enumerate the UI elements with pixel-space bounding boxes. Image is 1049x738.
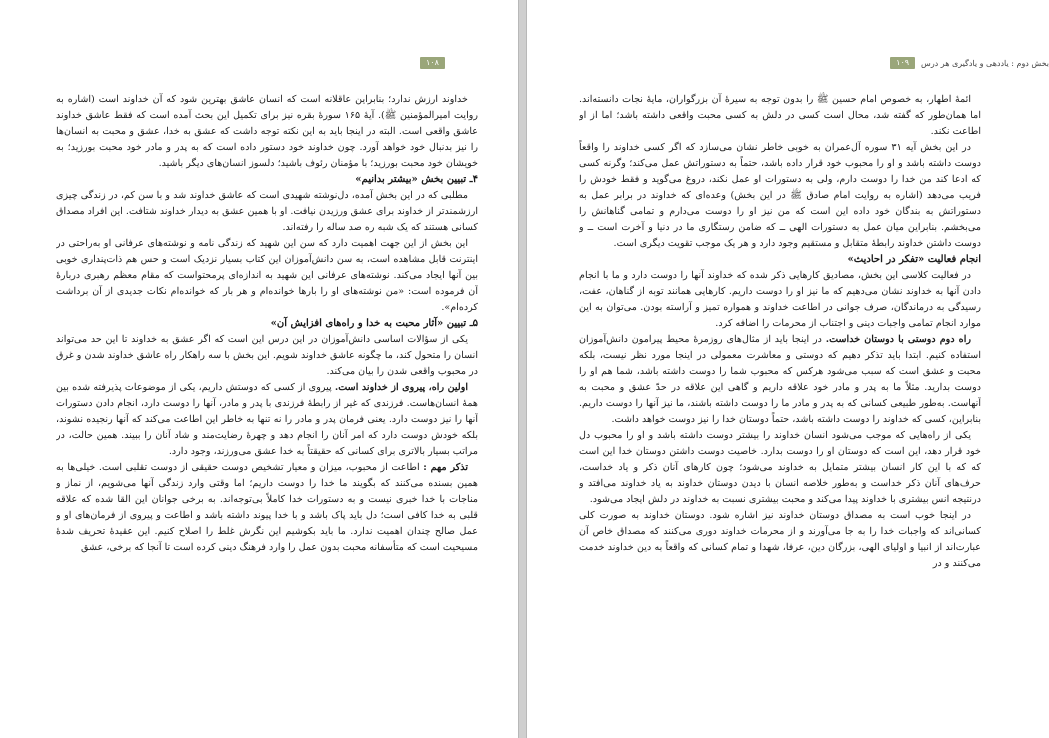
running-title: بخش دوم : یاددهی و یادگیری هر درس: [921, 58, 1049, 68]
paragraph-text: ۵ـ تبیین «آثار محبت به خدا و راه‌های افزایش آن»: [270, 318, 478, 329]
left-page-body: [56, 92, 478, 678]
paragraph-text: اطاعت از محبوب، میزان و معیار تشخیص دوست حقیقی از دوست تقلبی است. خیلی‌ها به همین بسنده می‌کنند که بگویند ما خدا را دوست داریم؛ اما وقتی وارد زندگی آنها می‌شویم، از نماز و مناجات با خدا خبری نیست و به دستورات خدا کاملاً بی‌توجه‌اند. به برخی جوانان این القا شده که علاقه قلبی به خدا کافی است؛ دل باید پاک باشد و با خدا پیوند داشته باشد و اطاعت و پیروی از فرمان‌های او و عمل صالح چندان اهمیت ندارد. ما باید بکوشیم این نگرش غلط را اصلاح کنیم. این عقیدهٔ تحریف شدهٔ مسیحیت است که متأسفانه محبت بدون عمل را وارد فرهنگ دینی کرده است تا آنجا که برخی، عشق: [56, 462, 478, 553]
section-heading: [56, 316, 478, 332]
right-page-header: [595, 56, 1049, 70]
right-page-body: [579, 92, 981, 678]
paragraph: [56, 332, 478, 380]
book-gutter: [519, 0, 526, 738]
paragraph: [56, 380, 478, 460]
paragraph: [579, 92, 981, 140]
paragraph-text: در این بخش آیه ۳۱ سوره آل‌عمران به خوبی خاطر نشان می‌سازد که اگر کسی خداوند را واقعاً دوست داشته باشد و او را محبوب خود قرار داده باشد، حتماً به دستوراتش عمل می‌کند؛ وگرنه کسی که ادعا کند من خدا را دوست دارم، ولی به دستورات او عمل نکند، دروغ می‌گوید و فقط خودش را فریب می‌دهد (اشاره به روایت امام صادق ﷺ در این بخش) وعده‌ای که خداوند در برابر عمل به دستوراتش به بندگان خود داده این است که من نیز او را دوست می‌دارم و تمامی گناهانش را می‌بخشم. بنابراین میان عمل به دستورات الهی ــ که ضامن رستگاری ما در دنیا و آخرت است ــ و دوست داشتن خداوند رابطهٔ متقابل و مستقیم وجود دارد و هر یک موجب تقویت دیگری است.: [579, 142, 981, 249]
paragraph-text: مطلبی که در این بخش آمده، دل‌نوشته شهیدی است که عاشق خداوند شد و با سن کم، در زندگی چیزی ارزشمندتر از خداوند برای عشق ورزیدن نیافت. او با همین عشق به دیدار خداوند شتافت. این افراد مصداق کسانی هستند که یک شبه ره صد ساله را رفته‌اند.: [56, 190, 478, 233]
paragraph-text: خداوند ارزش ندارد؛ بنابراین عاقلانه است که انسان عاشق بهترین شود که آن خداوند است (اشاره به روایت امیرالمؤمنین ﷺ). آیهٔ ۱۶۵ سورهٔ بقره نیز برای تکمیل این بحث آمده است که فقط عاشق خداوند عاشق واقعی است. البته در اینجا باید به این نکته توجه داشت که عشق به خدا، عشق و محبت به انسان‌ها را نیز بدنبال خود خواهد آورد. چون خداوند خود دستور داده است که به پدر و مادر خود محبت بورزید؛ به خویشان خود محبت بورزید؛ با مؤمنان رئوف باشید؛ دلسوز انسان‌های دیگر باشید.: [56, 94, 478, 169]
paragraph: [579, 268, 981, 332]
paragraph: [56, 188, 478, 236]
paragraph: [56, 460, 478, 556]
paragraph: [579, 332, 981, 428]
left-page-header: [420, 56, 445, 70]
paragraph-text: ائمهٔ اطهار، به خصوص امام حسین ﷺ را بدون توجه به سیرهٔ آن بزرگواران، مایهٔ نجات دانسته‌اند. اما همان‌طور که گفته شد، محال است کسی در دلش به کسی محبت واقعی داشته باشد؛ اما از او اطاعت نکند.: [579, 94, 981, 137]
right-page-number: ۱۰۹: [890, 57, 915, 69]
paragraph: [56, 236, 478, 316]
paragraph: [579, 140, 981, 252]
paragraph-lead: راه دوم دوستی با دوستان خداست.: [825, 334, 971, 345]
left-page: [0, 0, 519, 738]
paragraph: [56, 92, 478, 172]
right-page: [526, 0, 1049, 738]
paragraph-text: انجام فعالیت «تفکر در احادیث»: [847, 254, 981, 265]
paragraph-text: در اینجا خوب است به مصداق دوستان خداوند نیز اشاره شود. دوستان خداوند به صورت کلی کسانی‌اند که واجبات خدا را به جا می‌آورند و از محرمات خداوند دوری می‌کنند که مصداق خاص آن عبارت‌اند از انبیا و اولیای الهی، بزرگان دین، عرفا، شهدا و تمام کسانی که واقعاً به دین خداوند خدمت می‌کنند و در: [579, 510, 981, 569]
left-page-number: ۱۰۸: [420, 57, 445, 69]
paragraph-text: در فعالیت کلاسی این بخش، مصادیق کارهایی ذکر شده که خداوند آنها را دوست دارد و ما با انجام دادن آنها به خداوند نشان می‌دهیم که ما نیز او را دوست داریم. کارهایی همانند توبه از گناهان، عفت، رسیدگی به درماندگان، صرف جوانی در اطاعت خداوند و همواره تمیز و آراسته بودن. می‌توان به این موارد انجام تمامی واجبات دینی و اجتناب از محرمات را اضافه کرد.: [579, 270, 981, 329]
paragraph: [579, 508, 981, 572]
paragraph-text: ۴ـ تبیین بخش «بیشتر بدانیم»: [355, 174, 478, 185]
section-heading: [56, 172, 478, 188]
paragraph-lead: اولین راه، پیروی از خداوند است.: [334, 382, 469, 393]
paragraph-lead: تذکر مهم :: [423, 462, 469, 473]
section-heading: [579, 252, 981, 268]
paragraph-text: پیروی از کسی که دوستش داریم، یکی از موضوعات پذیرفته شده بین همهٔ انسان‌هاست. فرزندی که غیر از رابطهٔ فرزندی با پدر و مادر، آنها را دوست دارد، انجام دادن دستورات آنها را نیز دوست دارد. یعنی فرمان پدر و مادر را نه تنها به خاطر این اطاعت می‌کند که آنها رنجیده نشوند، بلکه خودش دوست دارد که امر آنان را انجام دهد و چهرهٔ رضایت‌مند و شاد آنان را ببیند. همین حالت، در مراتب بسیار بالاتری برای کسانی که حقیقتاً به خدا عشق می‌ورزند، وجود دارد.: [56, 382, 478, 457]
paragraph: [579, 428, 981, 508]
paragraph-text: یکی از سؤالات اساسی دانش‌آموزان در این درس این است که اگر عشق به خداوند تا این حد می‌تواند انسان را متحول کند، ما چگونه عاشق خداوند شویم. این بخش با سه راهکار راه عاشق خداوند شدن و غرق در محبوب واقعی شدن را بیان می‌کند.: [56, 334, 478, 377]
paragraph-text: این بخش از این جهت اهمیت دارد که سن این شهید که زندگی نامه و نوشته‌های عرفانی او به‌راحتی در اینترنت قابل مشاهده است، به سن دانش‌آموزان این کتاب بسیار نزدیک است و حس هم ذات‌پنداری خوبی بین آنها ایجاد می‌کند. نوشته‌های عرفانی این شهید به اندازه‌ای پرمحتواست که مقام معظم رهبری دربارهٔ آن فرموده است: «من نوشته‌های او را بارها خوانده‌ام و هر بار که خوانده‌ام نکات جدیدی از آن برداشت کرده‌ام».: [56, 238, 478, 313]
paragraph-text: یکی از راه‌هایی که موجب می‌شود انسان خداوند را بیشتر دوست داشته باشد و او را محبوب دل خود قرار دهد، این است که دوستان او را دوست بدارد. خاصیت دوست داشتن دوستان خدا این است که که با این کار انسان بیشتر متمایل به خداوند می‌شود؛ چون کارهای آنان ذکر و یاد خداست، حرف‌های آنان ذکر خداست و به‌طور خلاصه انسان با دیدن دوستان خداوند به یاد خداوند می‌افتد و درنتیجه انس بیشتری با خداوند پیدا می‌کند و محبت بیشتری نسبت به خداوند در دلش ایجاد می‌شود.: [579, 430, 981, 505]
paragraph-text: در اینجا باید از مثال‌های روزمرهٔ محیط پیرامون دانش‌آموزان استفاده کنیم. ابتدا باید تذکر دهیم که دوستی و معاشرت معمولی در اینجا مورد نظر نیست، بلکه محبت و عشق است که سبب می‌شود هرکس که محبوب شما را دوست داشته باشد، شما هم او را دوست بدارید. مثلاً ما به پدر و مادر خود علاقه داریم و گاهی این علاقه در حدّ عشق و محبت به آنهاست. به‌طور طبیعی کسانی که به پدر و مادر ما را دوست داشته باشند، ما نیز آنها را دوست داریم. بنابراین، کسی که خداوند را دوست داشته باشد، حتماً دوستان خدا را نیز دوست خواهد داشت.: [579, 334, 981, 425]
